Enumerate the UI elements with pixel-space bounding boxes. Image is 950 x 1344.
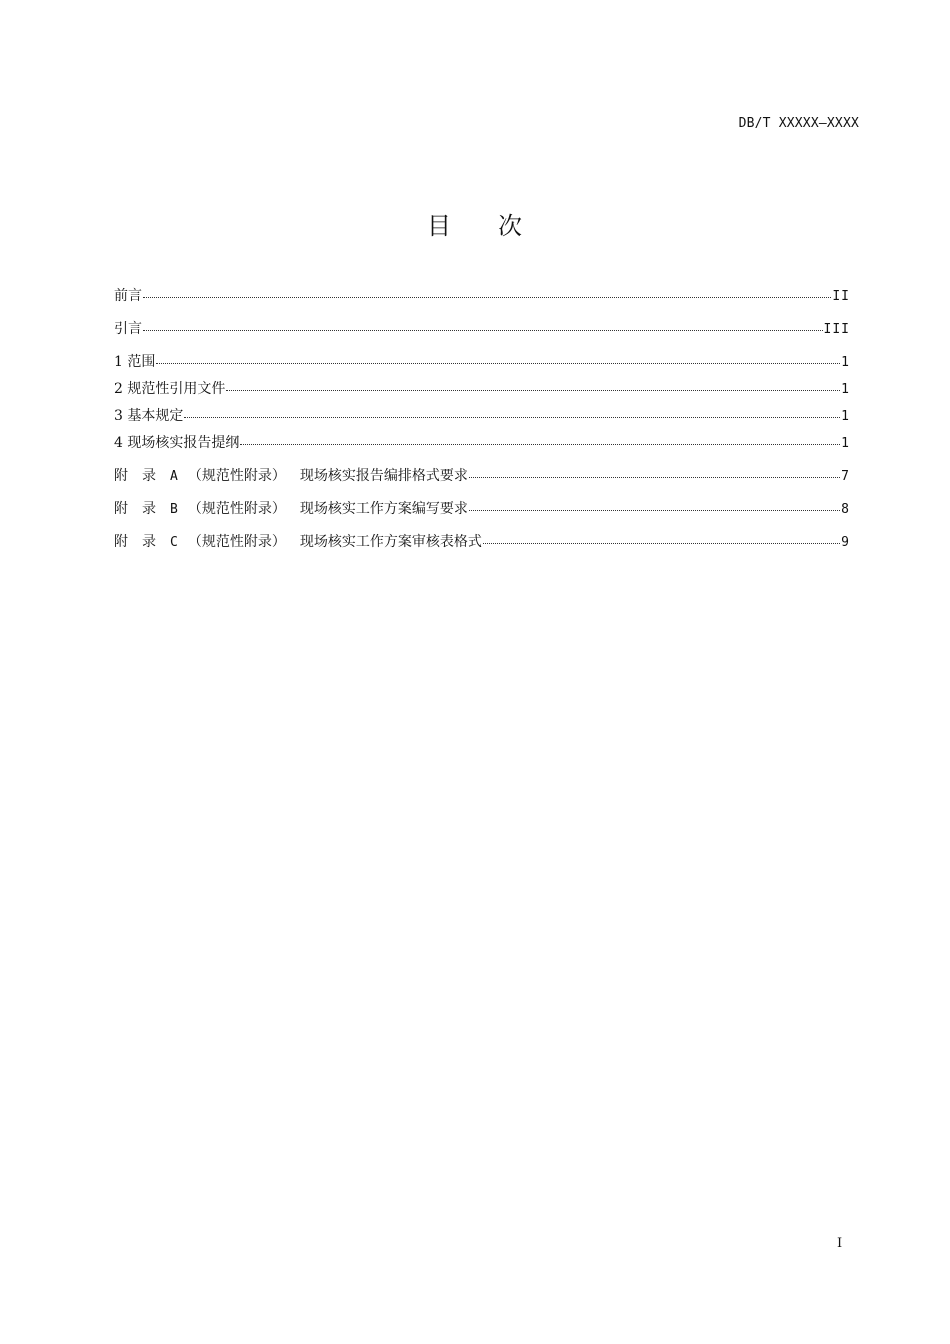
appendix-kind: （规范性附录）	[187, 501, 286, 517]
toc-entry-basic-provisions[interactable]	[114, 406, 850, 426]
appendix-letter: C	[170, 535, 178, 550]
toc-entry-page: 7	[841, 469, 850, 484]
appendix-letter: B	[170, 502, 178, 517]
footer-page-number: I	[837, 1236, 843, 1251]
toc-entry-page: III	[823, 322, 850, 337]
toc-entry-introduction[interactable]	[114, 319, 850, 339]
appendix-prefix-2: 录	[142, 534, 156, 550]
appendix-letter: A	[170, 469, 178, 484]
document-code: DB/T XXXXX—XXXX	[738, 116, 859, 131]
toc-entry-report-outline[interactable]	[114, 433, 850, 453]
toc-entry-label: 3 基本规定	[114, 408, 184, 424]
toc-leader-dots	[469, 499, 840, 513]
toc-leader-dots	[483, 532, 840, 546]
appendix-title: 现场核实报告编排格式要求	[299, 468, 468, 484]
toc-leader-dots	[240, 433, 840, 447]
appendix-prefix-2: 录	[142, 468, 156, 484]
appendix-prefix-1: 附	[114, 501, 128, 517]
appendix-prefix-1: 附	[114, 468, 128, 484]
toc-entry-normative-references[interactable]	[114, 379, 850, 399]
toc-entry-label	[114, 500, 468, 519]
title-char-2: 次	[498, 212, 523, 240]
toc-entry-label: 2 规范性引用文件	[114, 381, 226, 397]
toc-entry-page: 8	[841, 502, 850, 517]
toc-leader-dots	[226, 379, 840, 393]
appendix-title: 现场核实工作方案编写要求	[299, 501, 468, 517]
toc-entry-label: 前言	[114, 288, 142, 304]
toc-entry-page: II	[832, 289, 850, 304]
toc-entry-foreword[interactable]	[114, 286, 850, 306]
page-title	[0, 206, 950, 241]
toc-entry-label	[114, 533, 482, 552]
toc-entry-label: 引言	[114, 321, 142, 337]
appendix-prefix-1: 附	[114, 534, 128, 550]
toc-leader-dots	[143, 319, 823, 333]
toc-entry-appendix-c[interactable]	[114, 532, 850, 552]
toc-entry-label: 1 范围	[114, 354, 156, 370]
appendix-title: 现场核实工作方案审核表格式	[299, 534, 482, 550]
toc-leader-dots	[184, 406, 840, 420]
toc-entry-page: 1	[841, 355, 850, 370]
toc-entry-page: 9	[841, 535, 850, 550]
appendix-prefix-2: 录	[142, 501, 156, 517]
title-char-1: 目	[427, 212, 452, 240]
toc-entry-appendix-a[interactable]	[114, 466, 850, 486]
toc-entry-page: 1	[841, 436, 850, 451]
toc-entry-page: 1	[841, 382, 850, 397]
table-of-contents	[114, 286, 850, 552]
toc-leader-dots	[469, 466, 840, 480]
appendix-kind: （规范性附录）	[187, 468, 286, 484]
toc-leader-dots	[143, 286, 831, 300]
toc-entry-scope[interactable]	[114, 352, 850, 372]
toc-entry-label: 4 现场核实报告提纲	[114, 435, 240, 451]
toc-entry-appendix-b[interactable]	[114, 499, 850, 519]
toc-entry-label	[114, 467, 468, 486]
toc-entry-page: 1	[841, 409, 850, 424]
toc-leader-dots	[156, 352, 840, 366]
appendix-kind: （规范性附录）	[187, 534, 286, 550]
